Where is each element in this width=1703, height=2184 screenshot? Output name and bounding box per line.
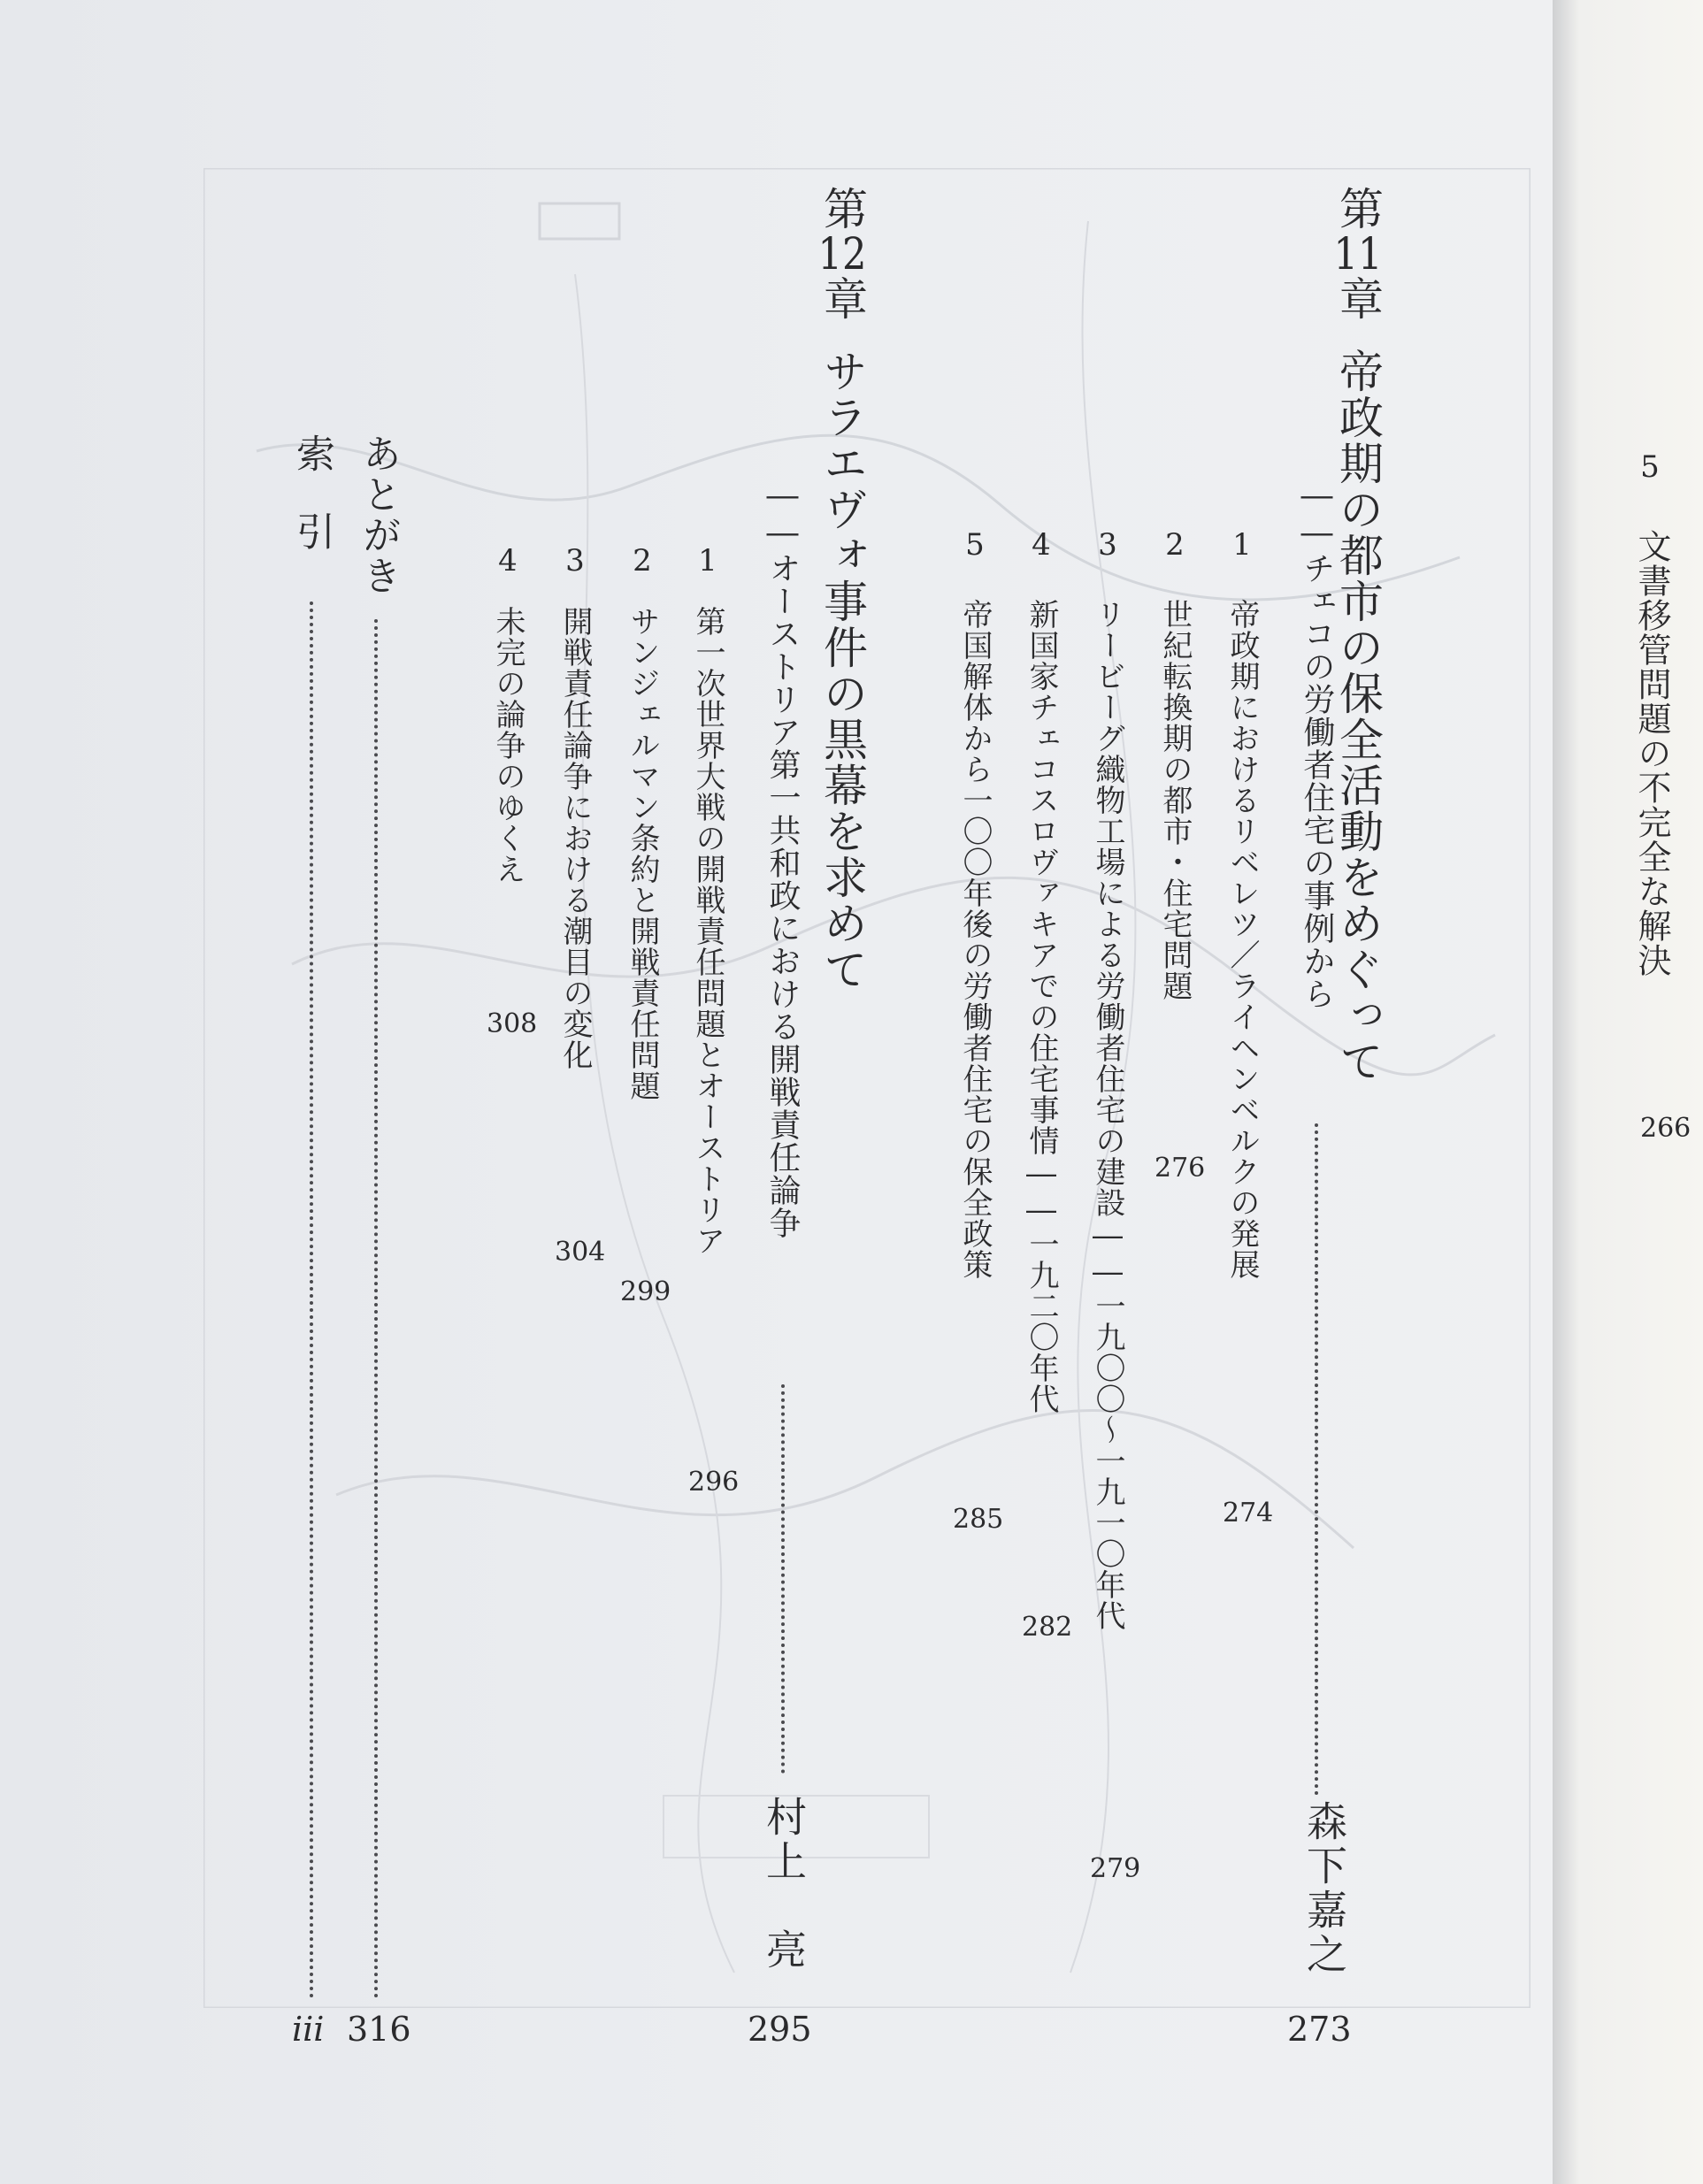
chapter11-label: 第11章 xyxy=(1332,186,1384,322)
ch12-section-3 xyxy=(557,543,593,1070)
chapter12-page: 295 xyxy=(748,2010,812,2049)
afterword-page: 316 xyxy=(347,2010,411,2049)
ch11-section-4-page: 282 xyxy=(1022,1612,1073,1643)
section-title: 帝国解体から一〇〇年後の労働者住宅の保全政策 xyxy=(957,599,993,1280)
ch11-section-2-page: 276 xyxy=(1155,1153,1206,1184)
ch12-section-2 xyxy=(625,543,660,1101)
ch12-section-2-page: 299 xyxy=(620,1276,671,1307)
ch12-section-1-page: 296 xyxy=(688,1467,740,1498)
section-number: 2 xyxy=(625,543,660,579)
section-title: 世紀転換期の都市・住宅問題 xyxy=(1157,599,1193,1001)
section-title: 未完の論争のゆくえ xyxy=(490,606,525,885)
chapter11-author: 森下嘉之 xyxy=(1300,1800,1348,1977)
chapter11-page: 273 xyxy=(1287,2010,1352,2049)
ch12-section-4 xyxy=(490,543,525,885)
section-number: 4 xyxy=(490,543,525,579)
ch11-section-3-page: 279 xyxy=(1090,1853,1141,1884)
section-title: 帝政期におけるリベレツ／ライヘンベルクの発展 xyxy=(1224,599,1260,1280)
section-number: 4 xyxy=(1024,527,1059,563)
section-title: 新国家チェコスロヴァキアでの住宅事情――一九二〇年代 xyxy=(1024,599,1059,1414)
prev-section-number: 5 xyxy=(1632,449,1668,486)
ch12-section-1 xyxy=(690,543,725,1256)
section-number: 2 xyxy=(1157,527,1193,563)
index-page: iii xyxy=(292,2010,325,2049)
ch12-section-3-page: 304 xyxy=(555,1237,606,1268)
section-title: 第一次世界大戦の開戦責任問題とオーストリア xyxy=(690,606,725,1256)
chapter12-author: 村上 亮 xyxy=(760,1796,808,1973)
chapter11-subtitle: ――チェコの労働者住宅の事例から xyxy=(1299,478,1335,1010)
chapter12-label: 第12章 xyxy=(817,186,868,322)
chapter12-subtitle: ――オーストリア第一共和政における開戦責任論争 xyxy=(764,478,801,1239)
chapter11-title: 帝政期の都市の保全活動をめぐって xyxy=(1332,349,1384,1084)
section-number: 1 xyxy=(1224,527,1260,563)
ch11-section-1 xyxy=(1224,527,1260,1280)
chapter12-heading xyxy=(817,186,868,992)
section-number: 1 xyxy=(690,543,725,579)
ch11-section-5 xyxy=(957,527,993,1280)
section-number: 3 xyxy=(557,543,593,579)
afterword-title: あとがき xyxy=(356,433,401,596)
ch11-section-3 xyxy=(1090,527,1125,1631)
section-title: リービーグ織物工場による労働者住宅の建設――一九〇〇～一九一〇年代 xyxy=(1090,599,1125,1631)
section-number: 3 xyxy=(1090,527,1125,563)
section-title: 開戦責任論争における潮目の変化 xyxy=(557,606,593,1070)
index-leader-dots xyxy=(310,602,313,1999)
section-number: 5 xyxy=(957,527,993,563)
chapter12-leader-dots xyxy=(781,1384,785,1774)
prev-section-page: 266 xyxy=(1640,1113,1691,1144)
chapter11-heading xyxy=(1332,186,1384,1084)
ch11-section-5-page: 285 xyxy=(953,1504,1004,1535)
prev-section-title: 文書移管問題の不完全な解決 xyxy=(1632,529,1671,977)
page-gutter xyxy=(1553,0,1703,2184)
ch12-section-4-page: 308 xyxy=(487,1008,538,1039)
section-title: サンジェルマン条約と開戦責任問題 xyxy=(625,606,660,1101)
index-title: 索 引 xyxy=(289,433,334,550)
ch11-section-4 xyxy=(1024,527,1059,1414)
chapter12-title: サラエヴォ事件の黒幕を求めて xyxy=(817,349,868,992)
chapter11-leader-dots xyxy=(1315,1123,1318,1796)
afterword-leader-dots xyxy=(374,619,378,1999)
ch11-section-1-page: 274 xyxy=(1223,1498,1274,1529)
ch11-section-2 xyxy=(1157,527,1193,1001)
